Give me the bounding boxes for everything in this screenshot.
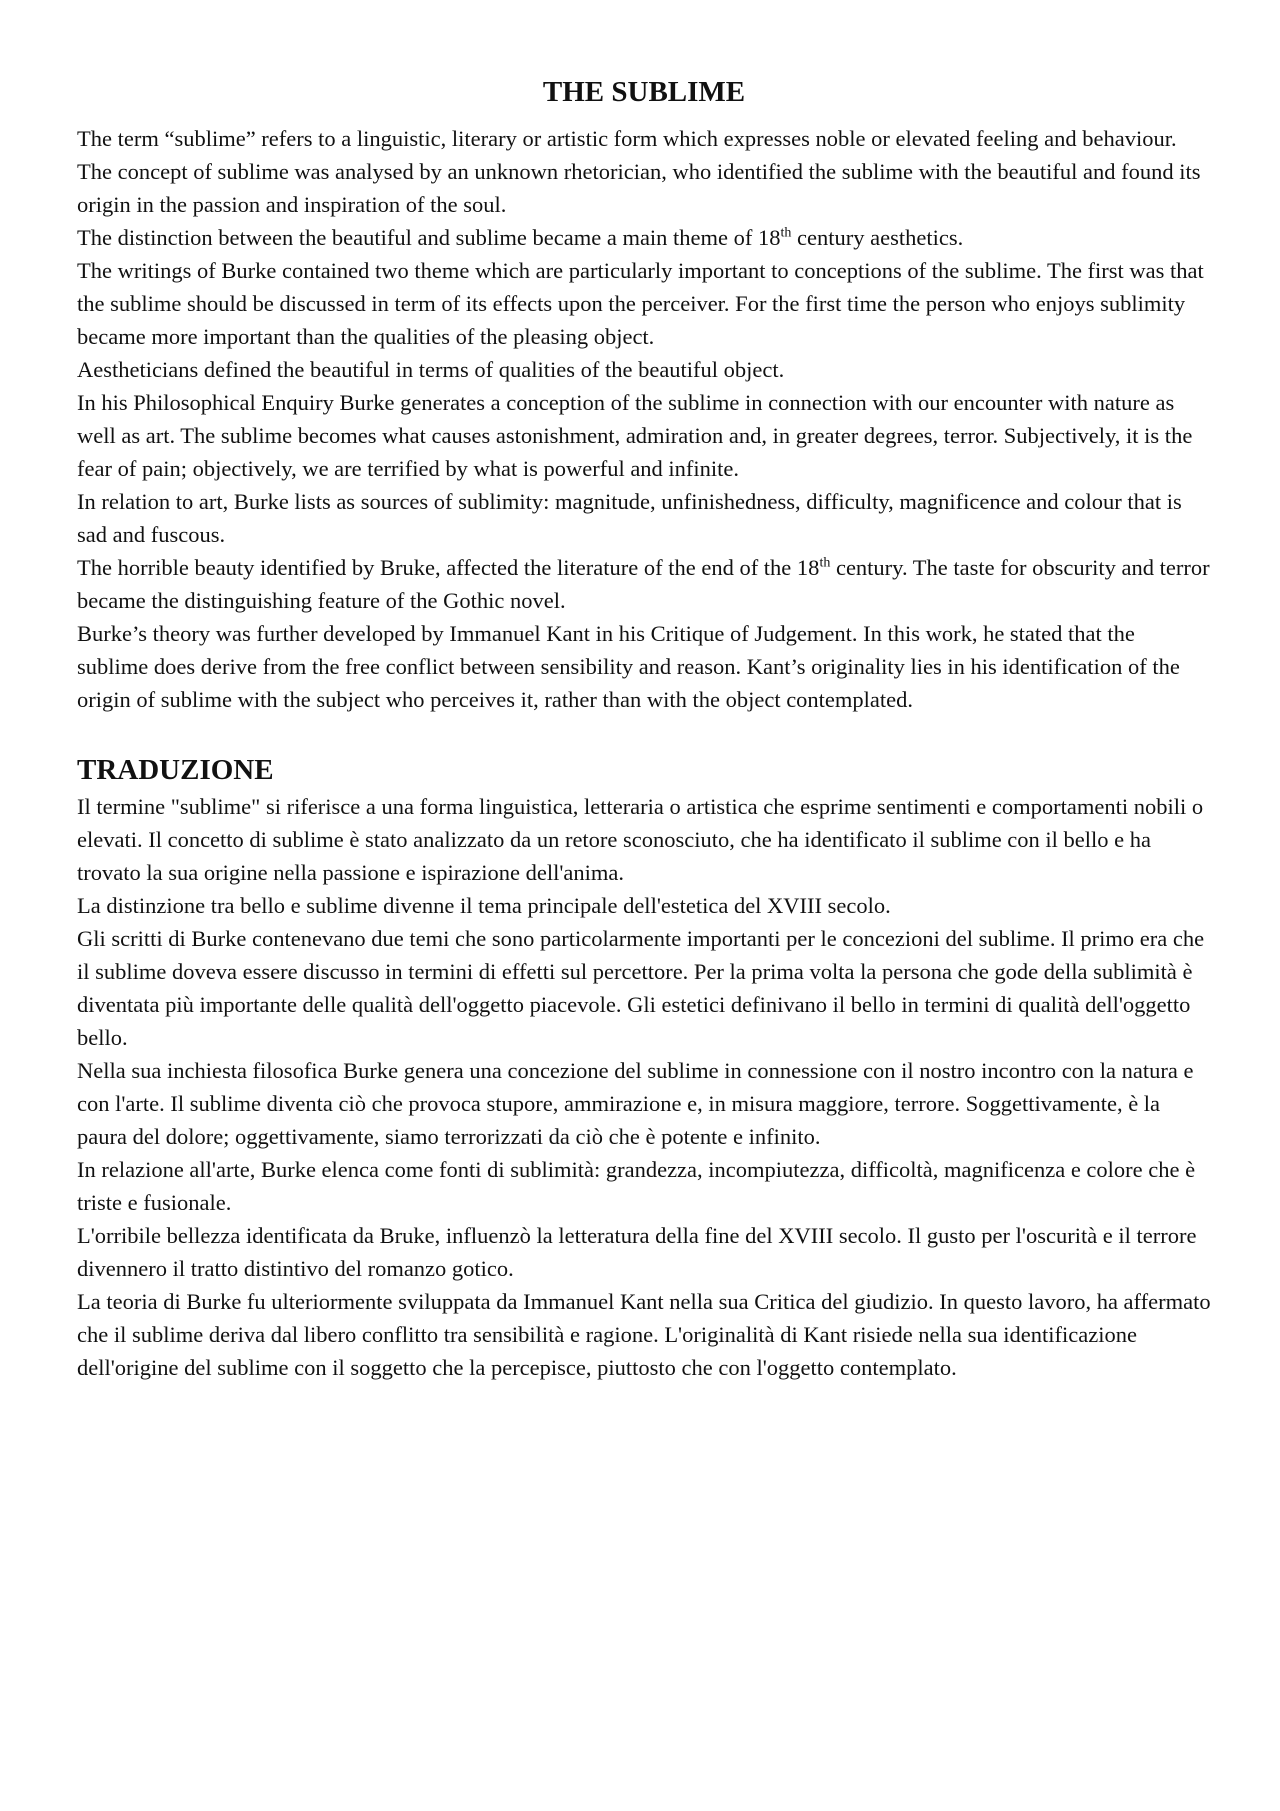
document-page xyxy=(77,60,1211,1384)
english-paragraph-3: The writings of Burke contained two theme which are particularly important to conceptions of the sublime. The first was that the sublime should be discussed in term of its effects upon the perceiver. For the first time the person who enjoys sublimity became more important than the qualities of the pleasing object. xyxy=(77,258,1204,349)
english-paragraph-1: The term “sublime” refers to a linguistic, literary or artistic form which expresses noble or elevated feeling and behaviour. The concept of sublime was analysed by an unknown rhetorician, who identified the sublime with the beautiful and found its origin in the passion and inspiration of the soul. xyxy=(77,126,1201,217)
italian-paragraph-1: Il termine "sublime" si riferisce a una forma linguistica, letteraria o artistica che esprime sentimenti e comportamenti nobili o elevati. Il concetto di sublime è stato analizzato da un retore sconosciuto, che ha identificato il sublime con il bello e ha trovato la sua origine nella passione e ispirazione dell'anima. xyxy=(77,794,1204,885)
italian-paragraph-3: Gli scritti di Burke contenevano due temi che sono particolarmente importanti per le concezioni del sublime. Il primo era che il sublime doveva essere discusso in termini di effetti sul percettore. Per la prima volta la persona che gode della sublimità è diventata più importante delle qualità dell'oggetto piacevole. Gli estetici definivano il bello in termini di qualità dell'oggetto bello. xyxy=(77,926,1205,1050)
italian-section xyxy=(77,790,1211,1384)
english-paragraph-2 xyxy=(77,221,1211,254)
english-paragraph-8: Burke’s theory was further developed by Immanuel Kant in his Critique of Judgement. In this work, he stated that the sublime does derive from the free conflict between sensibility and reason. Kant’s originality lies in his identification of the origin of sublime with the subject who perceives it, rather than with the object contemplated. xyxy=(77,621,1180,712)
english-paragraph-5: In his Philosophical Enquiry Burke generates a conception of the sublime in connection with our encounter with nature as well as art. The sublime becomes what causes astonishment, admiration and, in greater degrees, terror. Subjectively, it is the fear of pain; objectively, we are terrified by what is powerful and infinite. xyxy=(77,390,1193,481)
paragraph-text: century. The taste for obscurity and terror became the distinguishing feature of the Gothic novel. xyxy=(77,555,1210,613)
document-title: THE SUBLIME xyxy=(542,76,746,108)
translation-heading: TRADUZIONE xyxy=(77,754,274,786)
italian-paragraph-4: Nella sua inchiesta filosofica Burke genera una concezione del sublime in connessione con il nostro incontro con la natura e con l'arte. Il sublime diventa ciò che provoca stupore, ammirazione e, in misura maggiore, terrore. Soggettivamente, è la paura del dolore; oggettivamente, siamo terrorizzati da ciò che è potente e infinito. xyxy=(77,1058,1194,1149)
english-section xyxy=(77,122,1211,716)
italian-paragraph-7: La teoria di Burke fu ulteriormente sviluppata da Immanuel Kant nella sua Critica del giudizio. In questo lavoro, ha affermato che il sublime deriva dal libero conflitto tra sensibilità e ragione. L'originalità di Kant risiede nella sua identificazione dell'origine del sublime con il soggetto che la percepisce, piuttosto che con l'oggetto contemplato. xyxy=(77,1289,1211,1380)
italian-paragraph-6: L'orribile bellezza identificata da Bruke, influenzò la letteratura della fine del XVIII secolo. Il gusto per l'oscurità e il terrore divennero il tratto distintivo del romanzo gotico. xyxy=(77,1223,1197,1281)
english-paragraph-4: Aestheticians defined the beautiful in terms of qualities of the beautiful object. xyxy=(77,357,785,382)
paragraph-text: century aesthetics. xyxy=(791,225,964,250)
superscript-ordinal: th xyxy=(780,225,792,241)
italian-paragraph-2: La distinzione tra bello e sublime divenne il tema principale dell'estetica del XVIII secolo. xyxy=(77,893,891,918)
english-paragraph-6: In relation to art, Burke lists as sources of sublimity: magnitude, unfinishedness, difficulty, magnificence and colour that is sad and fuscous. xyxy=(77,489,1182,547)
italian-paragraph-5: In relazione all'arte, Burke elenca come fonti di sublimità: grandezza, incompiutezza, difficoltà, magnificenza e colore che è triste e fusionale. xyxy=(77,1157,1196,1215)
paragraph-text: The distinction between the beautiful and sublime became a main theme of 18 xyxy=(77,225,781,250)
paragraph-text: The horrible beauty identified by Bruke, affected the literature of the end of the 18 xyxy=(77,555,820,580)
english-paragraph-7 xyxy=(77,551,1211,617)
superscript-ordinal: th xyxy=(819,555,831,571)
